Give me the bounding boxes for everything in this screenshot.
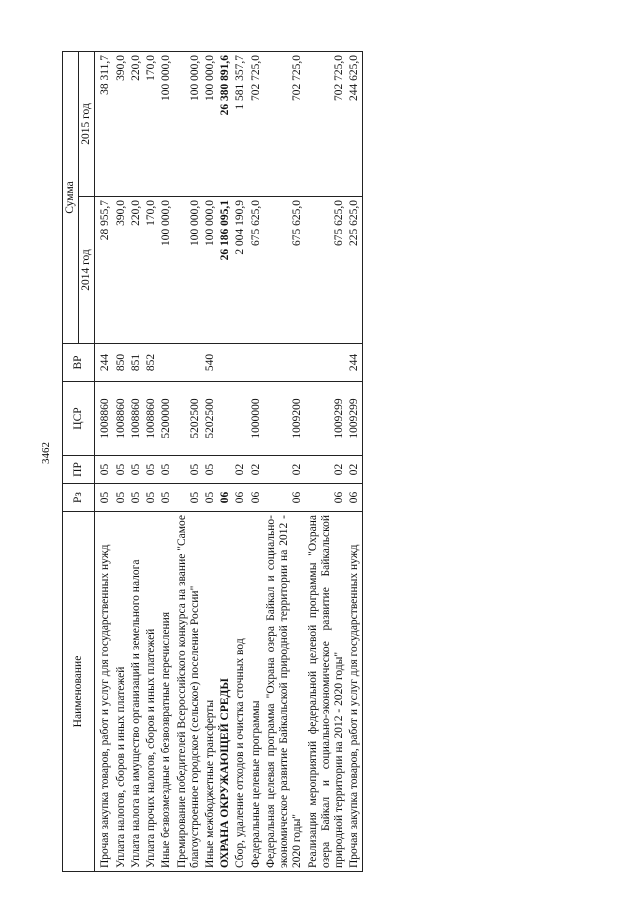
table-row [249, 51, 264, 871]
cell-rz: 06 [249, 484, 264, 512]
page-number-container [36, 0, 56, 905]
cell-y2015: 390,0 [114, 51, 129, 196]
cell-vr [249, 344, 264, 382]
cell-y2015: 38 311,7 [95, 51, 114, 196]
cell-pr: 05 [159, 456, 174, 484]
cell-vr [306, 344, 348, 382]
rotated-page [62, 52, 607, 872]
cell-vr: 852 [144, 344, 159, 382]
table-row [95, 51, 114, 871]
col-header-name: Наименование [63, 512, 95, 872]
cell-name: Премирование победителей Всероссийского конкурса на звание "Самое благоустроенное городское (сельское) поселение России" [175, 512, 203, 872]
cell-csr: 1008860 [95, 382, 114, 456]
cell-vr [264, 344, 306, 382]
table-body [95, 51, 363, 871]
cell-pr: 05 [95, 456, 114, 484]
cell-y2014: 170,0 [144, 197, 159, 344]
cell-rz: 05 [114, 484, 129, 512]
cell-csr: 1009299 [306, 382, 348, 456]
cell-name: Федеральные целевые программы [249, 512, 264, 872]
page-number: 3462 [40, 441, 52, 464]
cell-csr [218, 382, 233, 456]
header-row [63, 51, 79, 871]
cell-y2015: 100 000,0 [175, 51, 203, 196]
cell-rz: 05 [203, 484, 218, 512]
cell-vr: 244 [347, 344, 363, 382]
cell-name: Прочая закупка товаров, работ и услуг для государственных нужд [347, 512, 363, 872]
cell-y2015: 100 000,0 [159, 51, 174, 196]
cell-y2015: 244 625,0 [347, 51, 363, 196]
cell-csr: 1009299 [347, 382, 363, 456]
cell-rz: 05 [159, 484, 174, 512]
cell-pr: 02 [249, 456, 264, 484]
cell-vr: 540 [203, 344, 218, 382]
table-row [218, 51, 233, 871]
cell-pr: 05 [144, 456, 159, 484]
cell-rz: 06 [233, 484, 248, 512]
cell-csr: 1008860 [144, 382, 159, 456]
table-row [203, 51, 218, 871]
cell-y2014: 220,0 [129, 197, 144, 344]
cell-y2014: 100 000,0 [203, 197, 218, 344]
cell-pr: 02 [306, 456, 348, 484]
cell-pr [218, 456, 233, 484]
table-row [233, 51, 248, 871]
cell-csr: 1008860 [129, 382, 144, 456]
cell-y2015: 170,0 [144, 51, 159, 196]
budget-table [62, 51, 363, 872]
cell-y2015: 1 581 357,7 [233, 51, 248, 196]
col-header-2015: 2015 год [79, 51, 95, 196]
cell-y2014: 100 000,0 [175, 197, 203, 344]
cell-vr: 851 [129, 344, 144, 382]
cell-rz: 05 [175, 484, 203, 512]
cell-y2014: 675 625,0 [306, 197, 348, 344]
cell-pr: 05 [175, 456, 203, 484]
cell-y2015: 100 000,0 [203, 51, 218, 196]
cell-rz: 06 [264, 484, 306, 512]
cell-csr: 1000000 [249, 382, 264, 456]
cell-csr: 1008860 [114, 382, 129, 456]
col-header-2014: 2014 год [79, 197, 95, 344]
cell-pr: 05 [129, 456, 144, 484]
cell-rz: 06 [218, 484, 233, 512]
cell-y2015: 702 725,0 [306, 51, 348, 196]
cell-csr [233, 382, 248, 456]
cell-pr: 02 [347, 456, 363, 484]
cell-name: Уплата налогов, сборов и иных платежей [114, 512, 129, 872]
table-row [347, 51, 363, 871]
cell-rz: 06 [347, 484, 363, 512]
cell-name: Уплата прочих налогов, сборов и иных платежей [144, 512, 159, 872]
cell-vr [218, 344, 233, 382]
cell-name: Уплата налога на имущество организаций и земельного налога [129, 512, 144, 872]
cell-y2014: 390,0 [114, 197, 129, 344]
cell-y2014: 100 000,0 [159, 197, 174, 344]
col-header-vr: ВР [63, 344, 95, 382]
cell-rz: 06 [306, 484, 348, 512]
cell-y2014: 225 625,0 [347, 197, 363, 344]
cell-y2015: 702 725,0 [249, 51, 264, 196]
cell-y2015: 220,0 [129, 51, 144, 196]
cell-pr: 02 [233, 456, 248, 484]
table-row [175, 51, 203, 871]
cell-name: Иные межбюджетные трансферты [203, 512, 218, 872]
cell-csr: 5202500 [175, 382, 203, 456]
cell-vr: 850 [114, 344, 129, 382]
cell-name: ОХРАНА ОКРУЖАЮЩЕЙ СРЕДЫ [218, 512, 233, 872]
cell-vr [175, 344, 203, 382]
cell-y2014: 675 625,0 [249, 197, 264, 344]
col-header-sum: Сумма [63, 51, 79, 343]
cell-vr: 244 [95, 344, 114, 382]
cell-rz: 05 [95, 484, 114, 512]
cell-csr: 1009200 [264, 382, 306, 456]
cell-name: Прочая закупка товаров, работ и услуг для государственных нужд [95, 512, 114, 872]
cell-y2014: 28 955,7 [95, 197, 114, 344]
cell-name: Сбор, удаление отходов и очистка сточных вод [233, 512, 248, 872]
table-row [306, 51, 348, 871]
cell-name: Федеральная целевая программа "Охрана озера Байкал и социально-экономическое развитие Байкальской природной территории на 2012 - 2020 годы" [264, 512, 306, 872]
table-row [129, 51, 144, 871]
cell-rz: 05 [144, 484, 159, 512]
cell-y2015: 702 725,0 [264, 51, 306, 196]
table-row [264, 51, 306, 871]
cell-pr: 05 [203, 456, 218, 484]
col-header-pr: ПР [63, 456, 95, 484]
col-header-csr: ЦСР [63, 382, 95, 456]
cell-vr [233, 344, 248, 382]
cell-csr: 5200000 [159, 382, 174, 456]
cell-csr: 5202500 [203, 382, 218, 456]
cell-y2014: 2 004 190,9 [233, 197, 248, 344]
table-row [159, 51, 174, 871]
cell-vr [159, 344, 174, 382]
table-row [144, 51, 159, 871]
cell-y2014: 675 625,0 [264, 197, 306, 344]
cell-y2014: 26 186 095,1 [218, 197, 233, 344]
cell-name: Реализация мероприятий федеральной целевой программы "Охрана озера Байкал и социально-экономическое развитие Байкальской природной территории на 2012 - 2020 годы" [306, 512, 348, 872]
cell-rz: 05 [129, 484, 144, 512]
table-row [114, 51, 129, 871]
cell-y2015: 26 380 891,6 [218, 51, 233, 196]
cell-name: Иные безвозмездные и безвозвратные перечисления [159, 512, 174, 872]
cell-pr: 02 [264, 456, 306, 484]
col-header-rz: Рз [63, 484, 95, 512]
cell-pr: 05 [114, 456, 129, 484]
